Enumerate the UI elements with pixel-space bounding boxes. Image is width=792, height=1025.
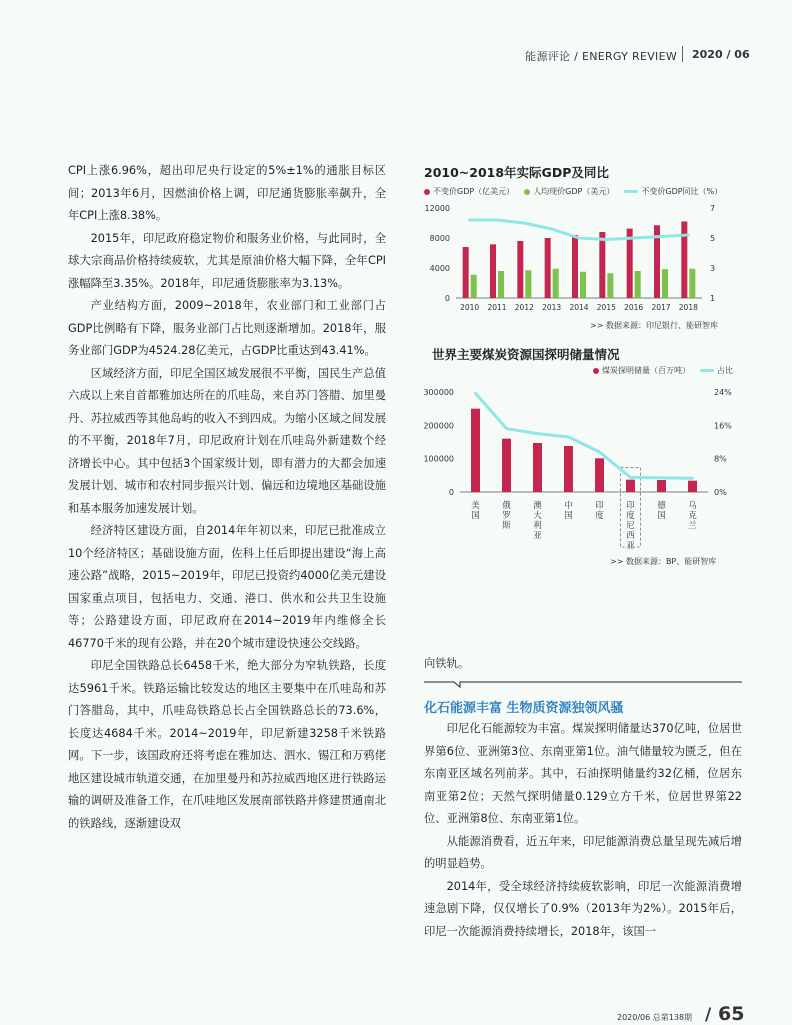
bar-coal-reserve — [502, 439, 511, 492]
y-tick-label: 0 — [448, 488, 454, 497]
legend-label: 人均现价GDP（美元） — [533, 187, 615, 196]
page-number: 65 — [718, 1003, 745, 1025]
coal-chart-title: 世界主要煤炭资源国探明储量情况 — [432, 347, 620, 362]
legend-swatch-red — [424, 189, 430, 195]
journal-title: 能源评论 / ENERGY REVIEW — [525, 50, 677, 63]
bar-per-capita — [662, 269, 668, 298]
y2-tick-label: 1 — [710, 294, 716, 303]
bar-per-capita — [580, 272, 586, 298]
bar-coal-reserve — [626, 480, 635, 492]
x-tick-label: 乌克兰 — [688, 501, 697, 531]
x-tick-label: 俄罗斯 — [502, 501, 511, 531]
footer-issue: 2020/06 总第138期 — [617, 1013, 693, 1022]
legend-item — [700, 365, 733, 376]
coal-chart-source: >> 数据来源：BP、能研智库 — [610, 557, 717, 566]
legend-item — [624, 186, 722, 197]
legend-label: 煤炭探明储量（百万吨） — [602, 366, 690, 375]
bar-per-capita — [607, 273, 613, 298]
x-tick-label: 澳大利亚 — [533, 501, 542, 541]
bar-gdp — [681, 222, 687, 299]
gdp-chart-title: 2010~2018年实际GDP及同比 — [424, 165, 609, 180]
x-tick-label: 2012 — [514, 303, 534, 312]
section-title: 化石能源丰富 生物质资源独领风骚 — [424, 701, 624, 716]
bar-per-capita — [498, 271, 504, 298]
y2-tick-label: 8% — [714, 454, 727, 464]
legend-label: 占比 — [717, 366, 733, 375]
coal-chart-legend — [593, 365, 733, 376]
bar-coal-reserve — [533, 443, 542, 492]
x-tick-label: 2013 — [542, 303, 562, 312]
x-tick-label: 2015 — [596, 303, 616, 312]
y2-tick-label: 24% — [714, 388, 732, 397]
legend-item — [593, 365, 690, 376]
legend-item — [424, 186, 514, 197]
issue-label: 2020 / 06 — [692, 48, 750, 61]
y-tick-label: 300000 — [423, 388, 454, 397]
coal-chart — [420, 382, 742, 552]
y-tick-label: 100000 — [423, 454, 454, 464]
x-tick-label: 2010 — [460, 303, 480, 312]
x-tick-label: 2018 — [678, 303, 698, 312]
y-tick-label: 200000 — [423, 421, 454, 431]
x-tick-label: 德国 — [657, 501, 666, 521]
y2-tick-label: 16% — [714, 421, 732, 431]
bar-per-capita — [553, 269, 559, 298]
x-tick-label: 2016 — [624, 303, 644, 312]
footer-slash: / — [705, 1005, 712, 1025]
paragraph: 产业结构方面，2009~2018年，农业部门和工业部门占GDP比例略有下降，服务业部门占比则逐渐增加。2018年，服务业部门GDP为4524.28亿美元，占GDP比重达到43.41%。 — [68, 299, 386, 357]
bar-per-capita — [471, 275, 477, 298]
y2-tick-label: 7 — [710, 204, 716, 213]
header-divider — [682, 46, 683, 62]
x-tick-label: 印度 — [595, 501, 604, 521]
bar-gdp — [463, 247, 469, 298]
paragraph: 区域经济方面，印尼全国区域发展很不平衡，国民生产总值六成以上来自首都雅加达所在的爪哇岛，来自苏门答腊、加里曼丹、苏拉威西等其他岛屿的收入不到四成。为缩小区域之间发展的不平衡，2018年7月，印尼政府计划在爪哇岛外新建数个经济增长中心。其中包括3个国家级计划，即有潜力的大都会加速发展计划、城市和农村同步振兴计划、偏远和边境地区基础设施和基本服务加速发展计划。 — [68, 366, 386, 515]
bar-gdp — [545, 238, 551, 298]
bar-gdp — [517, 241, 523, 298]
continuation-text: 向铁轨。 — [424, 657, 470, 670]
bar-per-capita — [525, 270, 531, 298]
y-tick-label: 8000 — [429, 234, 450, 243]
bar-gdp — [490, 244, 496, 298]
gdp-chart — [420, 198, 742, 320]
bar-coal-reserve — [657, 480, 666, 492]
y2-tick-label: 0% — [714, 488, 727, 497]
paragraph: 经济特区建设方面，自2014年年初以来，印尼已批准成立10个经济特区；基础设施方面，佐科上任后即提出建设“海上高速公路”战略，2015~2019年，印尼已投资约4000亿美元建设国家重点项目，包括电力、交通、港口、供水和公共卫生设施等；公路建设方面，印尼政府在2014~2019年内维修全长46770千米的现有公路，并在20个城市建设快速公交线路。 — [68, 524, 386, 650]
right-column — [424, 718, 742, 943]
y-tick-label: 4000 — [429, 264, 450, 273]
y-tick-label: 12000 — [424, 204, 450, 213]
bar-coal-reserve — [564, 446, 573, 492]
x-tick-label: 中国 — [564, 501, 573, 521]
legend-swatch-line — [624, 190, 638, 193]
legend-item — [524, 186, 614, 197]
y2-tick-label: 3 — [710, 264, 716, 273]
paragraph: 印尼化石能源较为丰富。煤炭探明储量达370亿吨，位居世界第6位、亚洲第3位、东南亚第1位。油气储量较为匮乏，但在东南亚区域名列前茅。其中，石油探明储量约32亿桶，位居东南亚第2位；天然气探明储量0.129立方千米，位居世界第22位、亚洲第8位、东南亚第1位。 — [424, 722, 742, 825]
x-tick-label: 印度尼西亚 — [626, 501, 635, 551]
y-tick-label: 0 — [444, 294, 450, 303]
bar-gdp — [599, 232, 605, 298]
paragraph: 从能源消费看，近五年来，印尼能源消费总量呈现先减后增的明显趋势。 — [424, 834, 742, 870]
bar-coal-reserve — [595, 458, 604, 492]
legend-swatch-green — [524, 189, 530, 195]
x-tick-label: 2017 — [651, 303, 671, 312]
legend-swatch-red — [593, 368, 599, 374]
paragraph: 2015年，印尼政府稳定物价和服务业价格，与此同时，全球大宗商品价格持续疲软，尤其是原油价格大幅下降，全年CPI涨幅降至3.35%。2018年，印尼通货膨胀率为3.13%。 — [68, 231, 386, 290]
legend-swatch-line — [700, 369, 714, 372]
bar-coal-reserve — [688, 481, 697, 492]
bar-coal-reserve — [471, 409, 480, 492]
bar-gdp — [572, 235, 578, 298]
paragraph: CPI上涨6.96%，超出印尼央行设定的5%±1%的通胀目标区间；2013年6月，因燃油价格上调，印尼通货膨胀率飙升，全年CPI上涨8.38%。 — [68, 164, 386, 222]
legend-label: 不变价GDP（亿美元） — [433, 187, 515, 196]
y2-tick-label: 5 — [710, 234, 716, 243]
left-column — [68, 160, 386, 835]
x-tick-label: 2014 — [569, 303, 589, 312]
legend-label: 不变价GDP同比（%） — [641, 187, 723, 196]
x-tick-label: 2011 — [487, 303, 507, 312]
bar-per-capita — [635, 271, 641, 298]
bar-per-capita — [689, 269, 695, 298]
paragraph: 印尼全国铁路总长6458千米，绝大部分为窄轨铁路，长度达5961千米。铁路运输比较发达的地区主要集中在爪哇岛和苏门答腊岛，其中，爪哇岛铁路总长占全国铁路总长的73.6%，长度达4684千米。2014~2019年，印尼新建3258千米铁路网。下一步，该国政府还将考虑在雅加达、泗水、锡江和万鸦佬地区建设城市轨道交通，在加里曼丹和苏拉威西地区进行铁路运输的调研及准备工作，在爪哇地区发展南部铁路并修建贯通南北的铁路线，逐渐建设双 — [68, 659, 386, 830]
x-tick-label: 美国 — [471, 501, 480, 521]
gdp-chart-source: >> 数据来源：印尼银行、能研智库 — [590, 321, 718, 330]
paragraph: 2014年，受全球经济持续疲软影响，印尼一次能源消费增速急剧下降，仅仅增长了0.9%（2013年为2%）。2015年后，印尼一次能源消费持续增长，2018年，该国一 — [424, 879, 742, 938]
gdp-chart-legend — [424, 186, 722, 197]
section-divider — [424, 675, 742, 689]
